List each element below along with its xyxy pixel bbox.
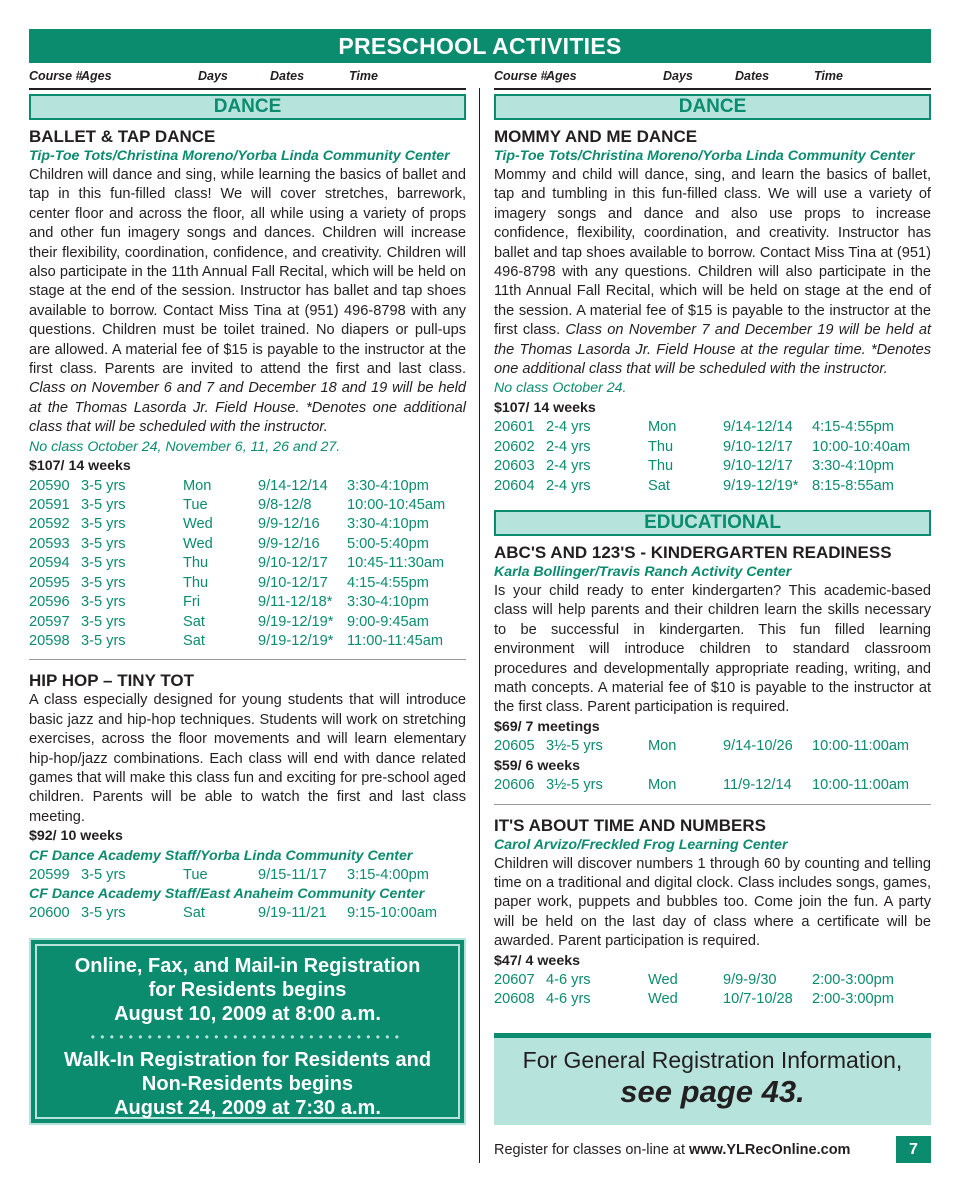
course-title: IT'S ABOUT TIME AND NUMBERS bbox=[494, 815, 766, 835]
registration-line: Online, Fax, and Mail-in Registration bbox=[74, 955, 421, 977]
class-dates: 9/10-12/17 bbox=[258, 555, 328, 572]
class-day: Tue bbox=[183, 866, 208, 883]
class-dates: 9/11-12/18* bbox=[258, 594, 333, 611]
course-number: 20593 bbox=[29, 535, 70, 552]
class-day: Wed bbox=[183, 516, 213, 533]
age-range: 3-5 yrs bbox=[81, 496, 126, 513]
age-range: 3-5 yrs bbox=[81, 516, 126, 533]
header-time: Time bbox=[349, 69, 378, 83]
course-fee: $107/ 14 weeks bbox=[494, 399, 596, 416]
registration-line: Walk-In Registration for Residents and bbox=[63, 1049, 432, 1071]
class-dates: 9/19-11/21 bbox=[258, 905, 327, 922]
age-range: 3-5 yrs bbox=[81, 555, 126, 572]
header-ages: Ages bbox=[81, 69, 112, 83]
age-range: 2-4 yrs bbox=[546, 477, 591, 494]
class-time: 10:00-10:45am bbox=[347, 496, 446, 513]
class-dates: 9/10-12/17 bbox=[723, 438, 793, 455]
age-range: 3-5 yrs bbox=[81, 477, 126, 494]
class-dates: 9/9-12/16 bbox=[258, 535, 320, 552]
class-dates: 9/19-12/19* bbox=[258, 633, 334, 649]
course-number: 20595 bbox=[29, 574, 70, 591]
course-number: 20607 bbox=[494, 972, 535, 988]
age-range: 3-5 yrs bbox=[81, 594, 126, 611]
schedule-table bbox=[494, 971, 931, 1010]
class-dates: 9/14-12/14 bbox=[723, 419, 793, 436]
class-time: 11:00-11:45am bbox=[347, 633, 444, 649]
divider bbox=[29, 659, 466, 660]
schedule-row bbox=[29, 477, 466, 496]
age-range: 3-5 yrs bbox=[81, 574, 126, 591]
header-course: Course # bbox=[494, 69, 548, 83]
age-range: 3-5 yrs bbox=[81, 535, 126, 552]
class-dates: 9/10-12/17 bbox=[723, 458, 793, 475]
class-time: 3:30-4:10pm bbox=[347, 594, 429, 611]
class-dates: 11/9-12/14 bbox=[723, 777, 792, 794]
course-instructor: CF Dance Academy Staff/Yorba Linda Community Center bbox=[29, 847, 413, 864]
registration-line: August 10, 2009 at 8:00 a.m. bbox=[114, 1003, 381, 1025]
no-class-note: No class October 24, November 6, 11, 26 and 27. bbox=[29, 438, 341, 455]
schedule-table bbox=[494, 776, 931, 795]
course-description: Children will discover numbers 1 through 60 by counting and telling time on a traditional and digital clock. Class includes songs, games, paper work, puppets and bubbles too. Come join the fun. A party will be held on the last day of class where a certificate will be awarded. Parent participation is required. bbox=[494, 855, 931, 950]
schedule-row bbox=[494, 457, 931, 476]
age-range: 3½-5 yrs bbox=[546, 738, 603, 755]
schedule-row bbox=[29, 632, 466, 651]
registration-box-inner bbox=[35, 944, 460, 1119]
class-dates: 9/9-12/16 bbox=[258, 516, 320, 533]
schedule-table bbox=[29, 477, 466, 652]
class-day: Mon bbox=[648, 777, 677, 794]
course-number: 20605 bbox=[494, 738, 535, 755]
class-time: 2:00-3:00pm bbox=[812, 972, 894, 988]
course-number: 20599 bbox=[29, 866, 70, 883]
section-educational-header: EDUCATIONAL bbox=[494, 510, 931, 536]
course-instructor: Tip-Toe Tots/Christina Moreno/Yorba Linda Community Center bbox=[29, 148, 450, 164]
schedule-row bbox=[29, 904, 466, 923]
schedule-table bbox=[29, 904, 466, 923]
age-range: 3½-5 yrs bbox=[546, 777, 603, 794]
course-fee: $92/ 10 weeks bbox=[29, 828, 123, 845]
age-range: 2-4 yrs bbox=[546, 458, 591, 475]
class-dates: 9/14-12/14 bbox=[258, 477, 328, 494]
schedule-row bbox=[29, 515, 466, 534]
schedule-row bbox=[29, 574, 466, 593]
age-range: 4-6 yrs bbox=[546, 972, 591, 988]
course-fee: $59/ 6 weeks bbox=[494, 757, 580, 774]
class-time: 4:15-4:55pm bbox=[347, 574, 429, 591]
course-number: 20592 bbox=[29, 516, 70, 533]
column-header-right bbox=[494, 68, 931, 90]
class-dates: 9/8-12/8 bbox=[258, 496, 312, 513]
header-dates: Dates bbox=[270, 69, 305, 83]
age-range: 3-5 yrs bbox=[81, 866, 126, 883]
class-time: 9:15-10:00am bbox=[347, 905, 438, 922]
class-day: Tue bbox=[183, 496, 208, 513]
divider bbox=[494, 804, 931, 805]
course-description: Children will dance and sing, while learning the basics of ballet and tap in this fun-filled class! We will cover stretches, barrework, center floor and across the floor, all while using a variety of props and other fun imagery songs and dances. Children will increase their flexibility, coordination, confidence, and creativity. Children will also participate in the 11th Annual Fall Recital, which will be held on stage at the end of the session. Instructor has ballet and tap shoes available to borrow. Contact Miss Tina at (951) 496-8798 with any questions. Children must be toilet trained. No diapers or pull-ups are allowed. A material fee of $15 is payable to the instructor at the first class. Parents are invited to attend the first and last class. Class on November 6 and 7 and December 18 and 19 will be held at the Thomas Lasorda Jr. Field House. *Denotes one additional class that will be scheduled with the instructor. bbox=[29, 167, 466, 436]
course-number: 20601 bbox=[494, 419, 535, 436]
course-title: HIP HOP – TINY TOT bbox=[29, 671, 195, 691]
section-dance-header: DANCE bbox=[29, 94, 466, 120]
registration-line: for Residents begins bbox=[148, 979, 347, 1001]
class-day: Thu bbox=[183, 574, 209, 591]
registration-line: Non-Residents begins bbox=[141, 1073, 354, 1095]
header-time: Time bbox=[814, 69, 843, 83]
schedule-table bbox=[494, 737, 931, 756]
class-time: 4:15-4:55pm bbox=[812, 419, 894, 436]
course-fee: $47/ 4 weeks bbox=[494, 952, 580, 969]
header-days: Days bbox=[663, 69, 693, 83]
class-dates: 9/10-12/17 bbox=[258, 574, 328, 591]
class-time: 3:15-4:00pm bbox=[347, 866, 429, 883]
footer-text: Register for classes on-line at www.YLRecOnline.com bbox=[494, 1142, 851, 1158]
header-days: Days bbox=[198, 69, 228, 83]
column-divider bbox=[479, 88, 480, 1163]
course-number: 20604 bbox=[494, 477, 535, 494]
class-day: Thu bbox=[648, 458, 674, 475]
class-time: 3:30-4:10pm bbox=[347, 516, 429, 533]
schedule-row bbox=[494, 438, 931, 457]
course-instructor: Karla Bollinger/Travis Ranch Activity Center bbox=[494, 564, 792, 581]
schedule-row bbox=[494, 737, 931, 756]
section-dance-header: DANCE bbox=[494, 94, 931, 120]
schedule-row bbox=[494, 990, 931, 1009]
header-ages: Ages bbox=[546, 69, 577, 83]
class-time: 8:15-8:55am bbox=[812, 477, 894, 494]
age-range: 2-4 yrs bbox=[546, 419, 591, 436]
class-day: Wed bbox=[648, 991, 678, 1008]
class-day: Sat bbox=[183, 633, 205, 649]
schedule-row bbox=[29, 554, 466, 573]
course-number: 20597 bbox=[29, 613, 70, 630]
header-course: Course # bbox=[29, 69, 83, 83]
age-range: 3-5 yrs bbox=[81, 633, 126, 649]
class-day: Wed bbox=[183, 535, 213, 552]
schedule-row bbox=[494, 776, 931, 795]
page-number: 7 bbox=[896, 1136, 931, 1163]
class-day: Fri bbox=[183, 594, 201, 611]
column-header-left bbox=[29, 68, 466, 90]
no-class-note: No class October 24. bbox=[494, 380, 627, 397]
course-title: MOMMY AND ME DANCE bbox=[494, 127, 698, 146]
general-registration-line: For General Registration Information, bbox=[522, 1047, 903, 1073]
class-day: Sat bbox=[648, 477, 670, 494]
course-instructor: Tip-Toe Tots/Christina Moreno/Yorba Linda Community Center bbox=[494, 148, 915, 164]
course-fee: $69/ 7 meetings bbox=[494, 718, 600, 735]
class-time: 5:00-5:40pm bbox=[347, 535, 429, 552]
course-instructor: CF Dance Academy Staff/East Anaheim Community Center bbox=[29, 886, 425, 903]
schedule-row bbox=[29, 613, 466, 632]
course-number: 20603 bbox=[494, 458, 535, 475]
class-time: 10:00-10:40am bbox=[812, 438, 911, 455]
class-time: 10:00-11:00am bbox=[812, 777, 910, 794]
registration-dates-box bbox=[29, 938, 466, 1125]
schedule-row bbox=[29, 593, 466, 612]
course-title: ABC'S AND 123'S - KINDERGARTEN READINESS bbox=[494, 543, 892, 563]
general-registration-page-ref: see page 43. bbox=[620, 1074, 805, 1109]
class-day: Thu bbox=[183, 555, 209, 572]
course-description: Mommy and child will dance, sing, and learn the basics of ballet, tap and tumbling in this fun-filled class. We will use a variety of imagery songs and dance and also use props to increase confidence, flexibility, coordination, and creativity. Instructor has ballet and tap shoes available to borrow. Contact Miss Tina at (951) 496-8798 with any questions. Children will also participate in the 11th Annual Fall Recital, which will be held on stage at the end of the session. A material fee of $15 is payable to the instructor at the first class. Class on November 7 and December 19 will be held at the Thomas Lasorda Jr. Field House at the regular time. *Denotes one additional class that will be scheduled with the instructor. bbox=[494, 167, 932, 378]
class-day: Mon bbox=[648, 419, 677, 436]
course-number: 20598 bbox=[29, 633, 70, 649]
course-number: 20596 bbox=[29, 594, 70, 611]
course-number: 20606 bbox=[494, 777, 535, 794]
class-day: Thu bbox=[648, 438, 674, 455]
course-number: 20600 bbox=[29, 905, 70, 922]
website-link[interactable]: www.YLRecOnline.com bbox=[689, 1142, 851, 1158]
class-dates: 9/14-10/26 bbox=[723, 738, 793, 755]
schedule-row bbox=[29, 535, 466, 554]
course-title: BALLET & TAP DANCE bbox=[29, 127, 216, 146]
class-time: 2:00-3:00pm bbox=[812, 991, 894, 1008]
class-day: Mon bbox=[183, 477, 212, 494]
page-banner: PRESCHOOL ACTIVITIES bbox=[29, 29, 931, 63]
course-number: 20590 bbox=[29, 477, 70, 494]
schedule-row bbox=[29, 496, 466, 515]
schedule-row bbox=[494, 477, 931, 496]
age-range: 2-4 yrs bbox=[546, 438, 591, 455]
age-range: 4-6 yrs bbox=[546, 991, 591, 1008]
class-day: Mon bbox=[648, 738, 677, 755]
class-dates: 9/15-11/17 bbox=[258, 866, 327, 883]
class-dates: 9/9-9/30 bbox=[723, 972, 777, 988]
schedule-row bbox=[494, 971, 931, 990]
class-dates: 10/7-10/28 bbox=[723, 991, 793, 1008]
class-time: 10:00-11:00am bbox=[812, 738, 910, 755]
general-registration-box bbox=[494, 1033, 931, 1125]
right-column bbox=[494, 94, 931, 1010]
course-number: 20591 bbox=[29, 496, 70, 513]
class-time: 3:30-4:10pm bbox=[812, 458, 894, 475]
age-range: 3-5 yrs bbox=[81, 613, 126, 630]
age-range: 3-5 yrs bbox=[81, 905, 126, 922]
course-description: A class especially designed for young students that will introduce basic jazz and hip-hop techniques. Students will work on stretching exercises, across the floor movements and will learn elementary hip-hop/jazz combinations. Each class will end with dance related games that will make this class fun and exciting for pre-school aged children. Parents will be able to watch the first and last class meeting. bbox=[29, 692, 466, 825]
schedule-row bbox=[494, 418, 931, 437]
class-day: Wed bbox=[648, 972, 678, 988]
left-column bbox=[29, 94, 466, 924]
class-day: Sat bbox=[183, 613, 205, 630]
schedule-table bbox=[29, 866, 466, 885]
schedule-row bbox=[29, 866, 466, 885]
header-dates: Dates bbox=[735, 69, 770, 83]
class-time: 10:45-11:30am bbox=[347, 555, 445, 572]
class-time: 3:30-4:10pm bbox=[347, 477, 429, 494]
course-description: Is your child ready to enter kindergarten? This academic-based class will help parents and their children learn the skills necessary to be successful in kindergarten. This fun filled learning environment will introduce children to standard classroom procedures and developmentally appropriate reading, writing, and math concepts. A material fee of $10 is payable to the instructor at the first class. Parent participation is required. bbox=[494, 583, 931, 716]
schedule-table bbox=[494, 418, 931, 496]
course-instructor: Carol Arvizo/Freckled Frog Learning Center bbox=[494, 836, 788, 853]
course-number: 20602 bbox=[494, 438, 535, 455]
course-number: 20608 bbox=[494, 991, 535, 1008]
class-dates: 9/19-12/19* bbox=[258, 613, 334, 630]
course-number: 20594 bbox=[29, 555, 70, 572]
class-day: Sat bbox=[183, 905, 205, 922]
class-time: 9:00-9:45am bbox=[347, 613, 429, 630]
course-fee: $107/ 14 weeks bbox=[29, 458, 131, 475]
dot-separator: ••••••••••••••••••••••••••••••••• bbox=[90, 1030, 405, 1044]
class-dates: 9/19-12/19* bbox=[723, 477, 799, 494]
registration-line: August 24, 2009 at 7:30 a.m. bbox=[114, 1097, 381, 1119]
